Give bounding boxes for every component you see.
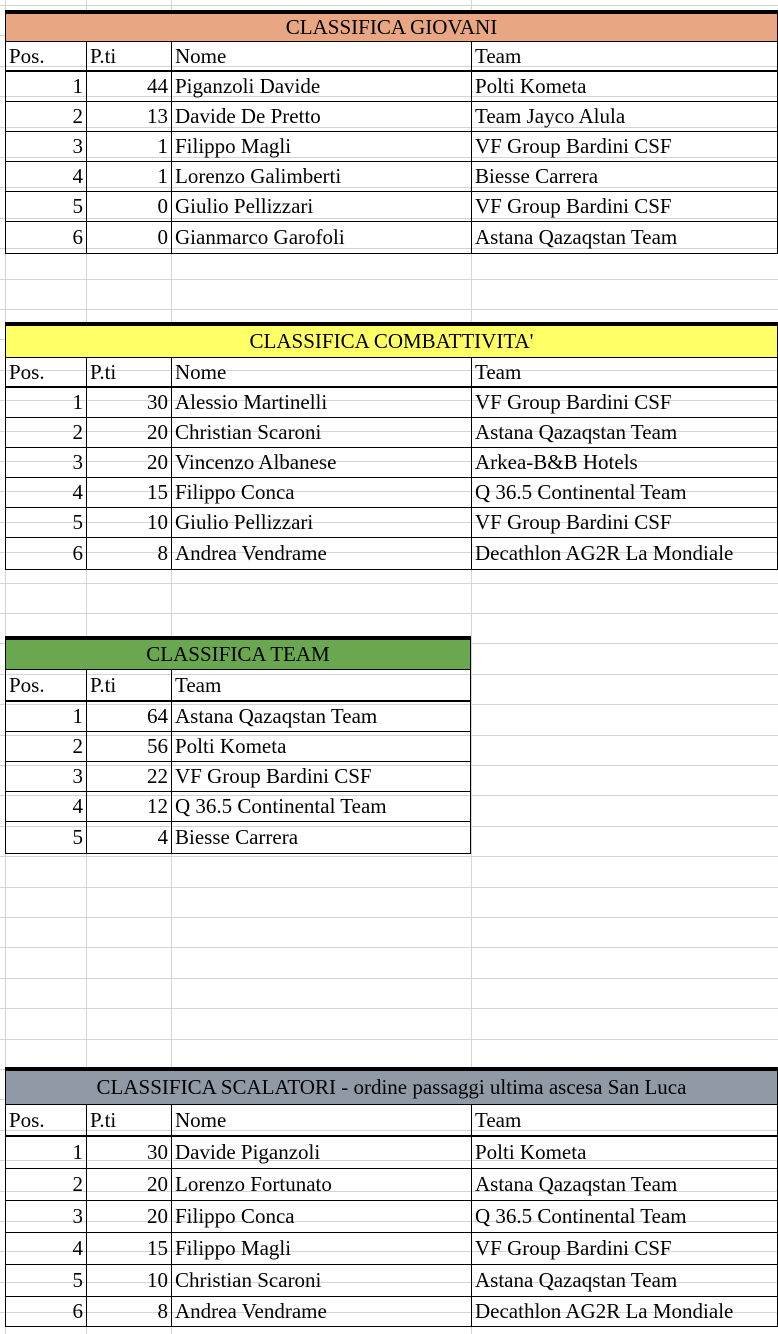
cell-team: VF Group Bardini CSF [471,508,778,538]
gridline-horizontal [0,583,778,584]
header-team: Team [471,42,778,72]
cell-pos: 2 [5,1169,86,1201]
cell-name: Filippo Magli [171,132,471,162]
cell-points: 15 [86,1233,171,1265]
cell-name: Filippo Conca [171,478,471,508]
cell-team: Polti Kometa [471,72,778,102]
cell-pos: 4 [5,162,86,192]
cell-points: 1 [86,132,171,162]
cell-points: 0 [86,222,171,254]
cell-team: VF Group Bardini CSF [471,192,778,222]
header-pos: Pos. [5,358,86,388]
table-title: CLASSIFICA SCALATORI - ordine passaggi ultima ascesa San Luca [5,1067,778,1105]
cell-points: 1 [86,162,171,192]
cell-team: Astana Qazaqstan Team [171,702,471,732]
cell-pos: 4 [5,792,86,822]
cell-points: 20 [86,418,171,448]
cell-name: Vincenzo Albanese [171,448,471,478]
cell-pos: 5 [5,508,86,538]
gridline-horizontal [0,5,778,6]
cell-name: Alessio Martinelli [171,388,471,418]
cell-team: Biesse Carrera [471,162,778,192]
cell-points: 4 [86,822,171,854]
cell-pos: 5 [5,822,86,854]
cell-name: Davide De Pretto [171,102,471,132]
cell-points: 8 [86,1297,171,1327]
gridline-horizontal [0,1039,778,1040]
header-name: Nome [171,42,471,72]
gridline-horizontal [0,1008,778,1009]
cell-points: 64 [86,702,171,732]
gridline-horizontal [0,947,778,948]
table-title: CLASSIFICA GIOVANI [5,10,778,42]
cell-points: 30 [86,1137,171,1169]
cell-points: 13 [86,102,171,132]
cell-pos: 6 [5,1297,86,1327]
cell-team: Decathlon AG2R La Mondiale [471,538,778,570]
cell-name: Christian Scaroni [171,1265,471,1297]
header-points: P.ti [86,1105,171,1137]
cell-team: VF Group Bardini CSF [171,762,471,792]
cell-name: Piganzoli Davide [171,72,471,102]
cell-name: Filippo Magli [171,1233,471,1265]
gridline-horizontal [0,856,778,857]
cell-pos: 6 [5,222,86,254]
header-pos: Pos. [5,1105,86,1137]
cell-points: 20 [86,448,171,478]
gridline-horizontal [0,887,778,888]
cell-points: 56 [86,732,171,762]
cell-team: Q 36.5 Continental Team [471,1201,778,1233]
cell-points: 20 [86,1169,171,1201]
gridline-horizontal [0,917,778,918]
cell-pos: 1 [5,388,86,418]
cell-points: 10 [86,508,171,538]
cell-team: VF Group Bardini CSF [471,1233,778,1265]
header-name: Nome [171,358,471,388]
cell-team: Team Jayco Alula [471,102,778,132]
cell-pos: 2 [5,732,86,762]
cell-name: Giulio Pellizzari [171,508,471,538]
cell-pos: 3 [5,1201,86,1233]
table-title: CLASSIFICA TEAM [5,636,471,670]
cell-points: 20 [86,1201,171,1233]
cell-points: 0 [86,192,171,222]
header-team: Team [171,670,471,702]
cell-pos: 3 [5,448,86,478]
cell-pos: 3 [5,762,86,792]
cell-team: Astana Qazaqstan Team [471,222,778,254]
cell-name: Christian Scaroni [171,418,471,448]
cell-points: 10 [86,1265,171,1297]
cell-points: 44 [86,72,171,102]
cell-team: VF Group Bardini CSF [471,132,778,162]
cell-pos: 6 [5,538,86,570]
cell-pos: 5 [5,1265,86,1297]
cell-pos: 1 [5,72,86,102]
gridline-horizontal [0,978,778,979]
header-points: P.ti [86,670,171,702]
cell-pos: 1 [5,702,86,732]
cell-name: Gianmarco Garofoli [171,222,471,254]
header-team: Team [471,358,778,388]
cell-name: Andrea Vendrame [171,538,471,570]
cell-name: Lorenzo Fortunato [171,1169,471,1201]
cell-pos: 2 [5,102,86,132]
cell-team: Astana Qazaqstan Team [471,1169,778,1201]
gridline-horizontal [0,279,778,280]
cell-points: 22 [86,762,171,792]
cell-name: Davide Piganzoli [171,1137,471,1169]
cell-team: Biesse Carrera [171,822,471,854]
cell-team: Polti Kometa [171,732,471,762]
cell-team: Q 36.5 Continental Team [471,478,778,508]
header-points: P.ti [86,358,171,388]
cell-pos: 4 [5,1233,86,1265]
cell-name: Giulio Pellizzari [171,192,471,222]
cell-team: Arkea-B&B Hotels [471,448,778,478]
cell-points: 12 [86,792,171,822]
cell-pos: 2 [5,418,86,448]
gridline-horizontal [0,309,778,310]
cell-team: Astana Qazaqstan Team [471,1265,778,1297]
cell-team: Q 36.5 Continental Team [171,792,471,822]
cell-name: Lorenzo Galimberti [171,162,471,192]
cell-points: 15 [86,478,171,508]
cell-team: Decathlon AG2R La Mondiale [471,1297,778,1327]
header-pos: Pos. [5,42,86,72]
cell-pos: 5 [5,192,86,222]
cell-points: 8 [86,538,171,570]
cell-points: 30 [86,388,171,418]
header-pos: Pos. [5,670,86,702]
cell-team: Astana Qazaqstan Team [471,418,778,448]
header-name: Nome [171,1105,471,1137]
cell-pos: 4 [5,478,86,508]
cell-pos: 3 [5,132,86,162]
cell-team: Polti Kometa [471,1137,778,1169]
cell-pos: 1 [5,1137,86,1169]
cell-name: Filippo Conca [171,1201,471,1233]
cell-name: Andrea Vendrame [171,1297,471,1327]
gridline-horizontal [0,613,778,614]
cell-team: VF Group Bardini CSF [471,388,778,418]
header-team: Team [471,1105,778,1137]
header-points: P.ti [86,42,171,72]
table-title: CLASSIFICA COMBATTIVITA' [5,322,778,358]
